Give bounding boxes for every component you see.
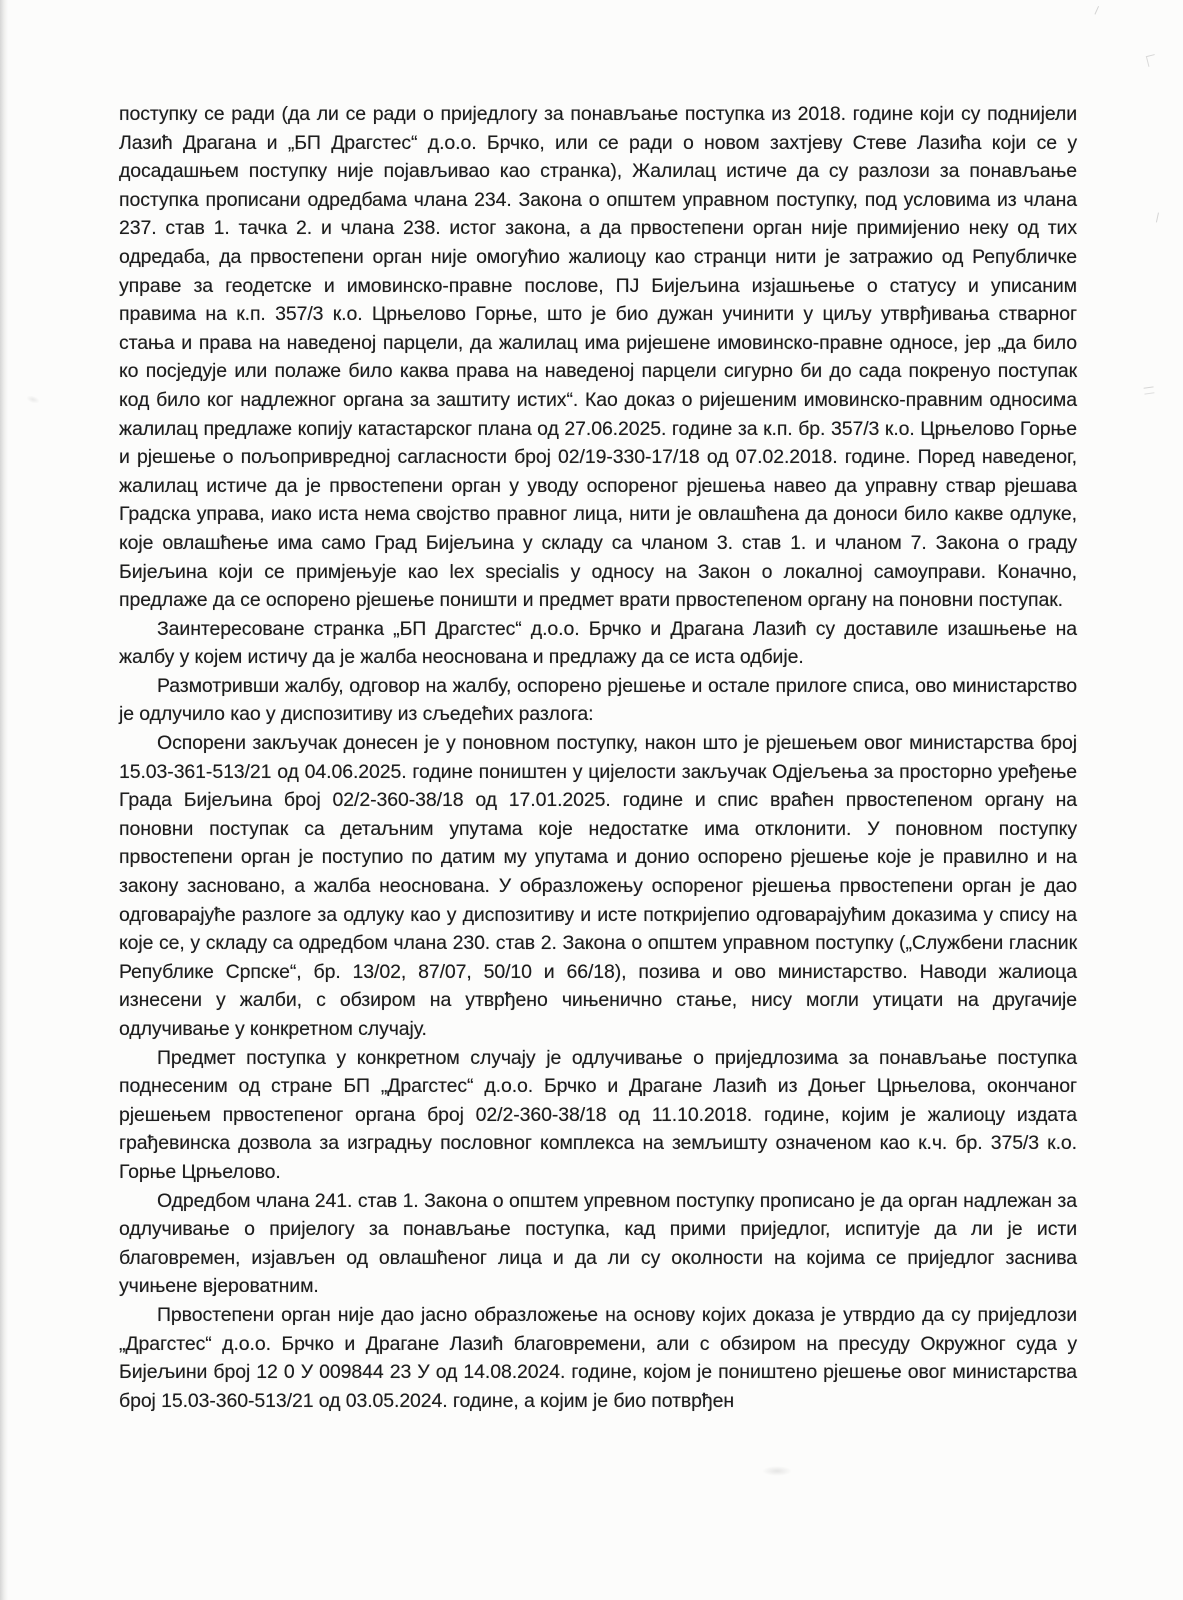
scan-artifact (1144, 386, 1155, 394)
paragraph-interested-parties: Заинтересоване странка „БП Драгстес“ д.о.о. Брчко и Драгана Лазић су доставиле изашњење на жалбу у којем истичу да је жалба неоснована и предлажу да се иста одбије. (119, 617, 1077, 669)
paragraph-article-241: Одредбом члана 241. став 1. Закона о општем упревном поступку прописано је да орган надлежан за одлучивање о пријелогу за понављање поступка, кад прими приједлог, испитује да ли је исти благовремен, изјављен од овлашћеног лица и да ли су околности на којима се приједлог заснива учињене вјероватним. (119, 1189, 1077, 1298)
page-edge-shadow (0, 0, 8, 1600)
document-body (119, 100, 1077, 1415)
scan-artifact (1146, 54, 1157, 67)
paragraph-contested-conclusion: Оспорени закључак донесен је у поновном поступку, након што је рјешењем овог министарства број 15.03-361-513/21 од 04.06.2025. године поништен у цијелости закључак Одјељења за просторно уређење Града Бијељина број 02/2-360-38/18 од 17.01.2025. године и спис враћен првостепеном органу на поновни поступак са детаљним упутама које недостатке има отклонити. У поновном поступку првостепени орган је поступио по датим му упутама и донио оспорено рјешење које је правилно и на закону засновано, а жалба неоснована. У образложењу оспореног рјешења првостепени орган је дао одговарајуће разлоге за одлуку као у диспозитиву и исте поткријепио одговарајућим доказима у спису на које се, у складу са одредбом члана 230. став 2. Закона о општем управном поступку („Службени гласник Републике Српске“, бр. 13/02, 87/07, 50/10 и 66/18), позива и ово министарство. Наводи жалиоца изнесени у жалби, с обзиром на утврђено чињенично стање, нису могли утицати на другачије одлучивање у конкретном случају. (119, 732, 1077, 1040)
paragraph-subject-of-proceedings: Предмет поступка у конкретном случају је одлучивање о приједлозима за понављање поступка поднесеним од стране БП „Драгстес“ д.о.о. Брчко и Драгане Лазић из Доњег Црњелова, окончаног рјешењем првостепеног органа број 02/2-360-38/18 од 11.10.2018. године, којим је жалиоцу издата грађевинска дозвола за изградњу пословног комплекса на земљишту означеном као к.ч. бр. 375/3 к.о. Горње Црњелово. (119, 1046, 1077, 1183)
scan-artifact (1094, 6, 1104, 17)
scan-artifact (1151, 211, 1159, 222)
scan-artifact (762, 1466, 792, 1476)
paragraph-continuation: поступку се ради (да ли се ради о приједлогу за понављање поступка из 2018. године који су поднијели Лазић Драгана и „БП Драгстес“ д.о.о. Брчко, или се ради о новом захтјеву Стеве Лазића који се у досадашњем поступку није појављивао као странка), Жалилац истиче да су разлози за понављање поступка прописани одредбама члана 234. Закона о општем управном поступку, под условима из члана 237. став 1. тачка 2. и члана 238. истог закона, а да првостепени орган није примијенио неку од тих одредаба, да првостепени орган није омогућио жалиоцу као странци нити је затражио од Републичке управе за геодетске и имовинско-правне послове, ПЈ Бијељина изјашњење о статусу и уписаним правима на к.п. 357/3 к.о. Црњелово Горње, што је био дужан учинити у циљу утврђивања стварног стања и права на наведеној парцели, да жалилац има ријешене имовинско-правне односе, јер „да било ко посједује или полаже било каква права на наведеној парцели сигурно би до сада покренуо поступак код било ког надлежног органа за заштиту истих“. Као доказ о ријешеним имовинско-правним односима жалилац предлаже копију катастарског плана од 27.06.2025. године за к.п. бр. 357/3 к.о. Црњелово Горње и рјешење о пољопривредној сагласности број 02/19-330-17/18 од 07.02.2018. године. Поред наведеног, жалилац истиче да је првостепени орган у уводу оспореног рјешења навео да управну ствар рјешава Градска управа, иако иста нема својство правног лица, нити је овлашћена да доноси било какве одлуке, које овлашћење има само Град Бијељина у складу са чланом 3. став 1. и чланом 7. Закона о граду Бијељина који се примјењује као lex specialis у односу на Закон о локалној самоуправи. Коначно, предлаже да се оспорено рјешење поништи и предмет врати првостепеном органу на поновни поступак. (119, 103, 1077, 612)
scan-artifact (25, 394, 40, 405)
paragraph-first-instance-reasoning: Првостепени орган није дао јасно образложење на основу којих доказа је утврдио да су приједлози „Драгстес“ д.о.о. Брчко и Драгане Лазић благовремени, али с обзиром на пресуду Окружног суда у Бијељини број 12 0 У 009844 23 У од 14.08.2024. године, којом је поништено рјешење овог министарства број 15.03-360-513/21 од 03.05.2024. године, а којим је био потврђен (119, 1303, 1077, 1412)
paragraph-review-intro: Размотривши жалбу, одговор на жалбу, оспорено рјешење и остале прилоге списа, ово министарство је одлучило као у диспозитиву из сљедећих разлога: (119, 674, 1077, 726)
